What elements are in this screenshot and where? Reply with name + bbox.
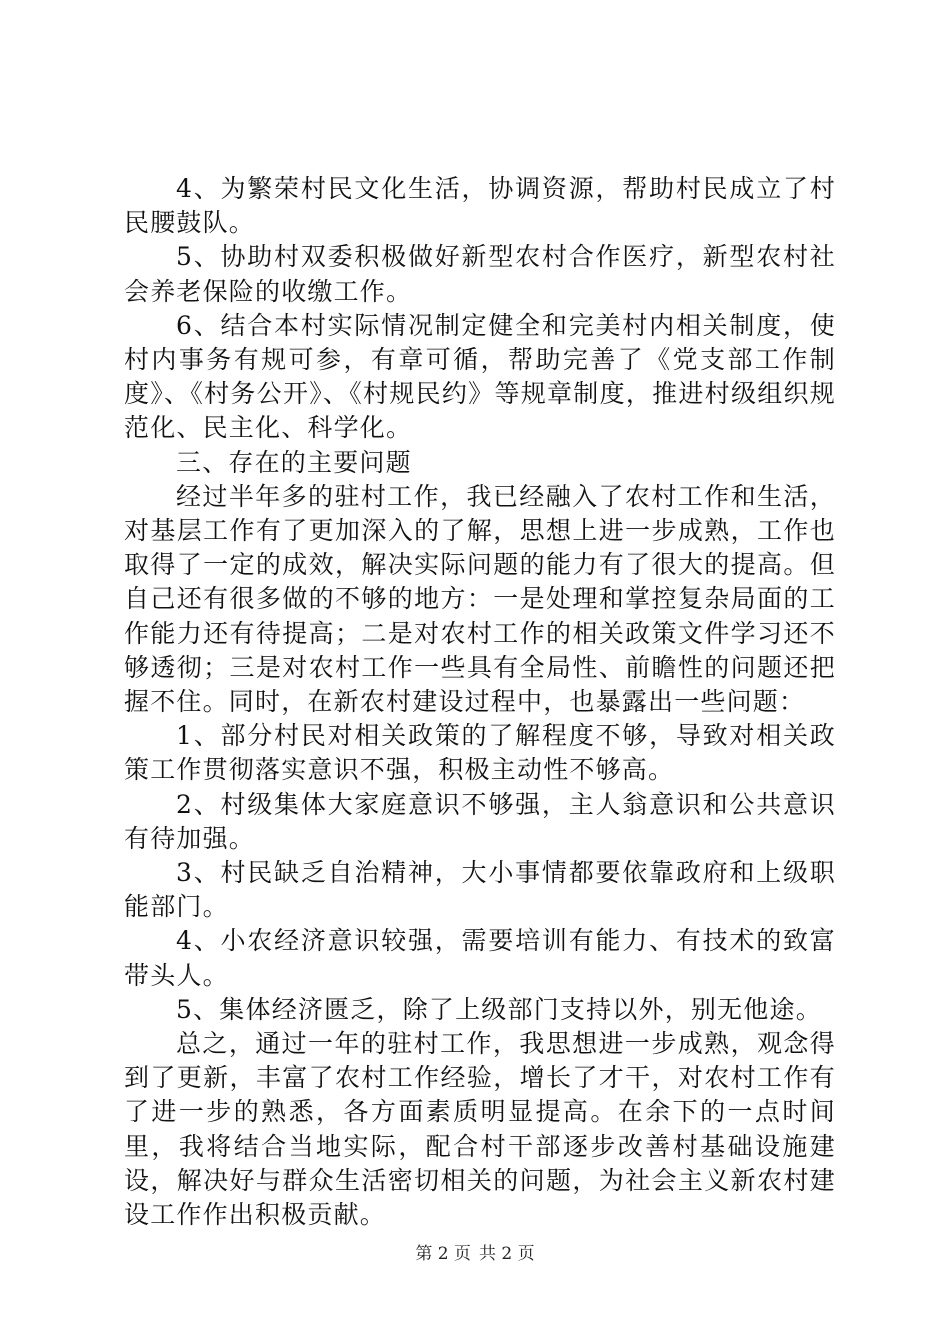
paragraph-problems-intro: 经过半年多的驻村工作，我已经融入了农村工作和生活，对基层工作有了更加深入的了解，思想上进一步成熟，工作也取得了一定的成效，解决实际问题的能力有了很大的提高。但自己还有很多做的不够的地方：一是处理和掌控复杂局面的工作能力还有待提高；二是对农村工作的相关政策文件学习还不够透彻；三是对农村工作一些具有全局性、前瞻性的问题还把握不住。同时，在新农村建设过程中，也暴露出一些问题： <box>124 481 836 717</box>
page-footer <box>0 1243 950 1265</box>
paragraph-item-4-yaogu: 4、为繁荣村民文化生活，协调资源，帮助村民成立了村民腰鼓队。 <box>124 174 836 238</box>
section-heading-problems: 三、存在的主要问题 <box>176 447 412 477</box>
problem-item-2: 2、村级集体大家庭意识不够强，主人翁意识和公共意识有待加强。 <box>124 789 836 853</box>
paragraph-conclusion: 总之，通过一年的驻村工作，我思想进一步成熟，观念得到了更新，丰富了农村工作经验，增长了才干，对农村工作有了进一步的熟悉，各方面素质明显提高。在余下的一点时间里，我将结合当地实际，配合村干部逐步改善村基础设施建设，解决好与群众生活密切相关的问题，为社会主义新农村建设工作作出积极贡献。 <box>124 1029 836 1230</box>
page-number-total: 共 2 页 <box>479 1244 535 1264</box>
problem-item-5: 5、集体经济匮乏，除了上级部门支持以外，别无他途。 <box>176 994 822 1024</box>
problem-item-4: 4、小农经济意识较强，需要培训有能力、有技术的致富带头人。 <box>124 926 836 990</box>
paragraph-item-5-medical: 5、协助村双委积极做好新型农村合作医疗，新型农村社会养老保险的收缴工作。 <box>124 242 836 306</box>
document-body <box>124 172 836 1232</box>
problem-item-1: 1、部分村民对相关政策的了解程度不够，导致对相关政策工作贯彻落实意识不强，积极主动性不够高。 <box>124 721 836 785</box>
problem-item-3: 3、村民缺乏自治精神，大小事情都要依靠政府和上级职能部门。 <box>124 858 836 922</box>
paragraph-item-6-rules: 6、结合本村实际情况制定健全和完美村内相关制度，使村内事务有规可参，有章可循，帮助完善了《党支部工作制度》、《村务公开》、《村规民约》等规章制度，推进村级组织规范化、民主化、科学化。 <box>124 310 836 443</box>
page-number-current: 第 2 页 <box>415 1244 471 1264</box>
